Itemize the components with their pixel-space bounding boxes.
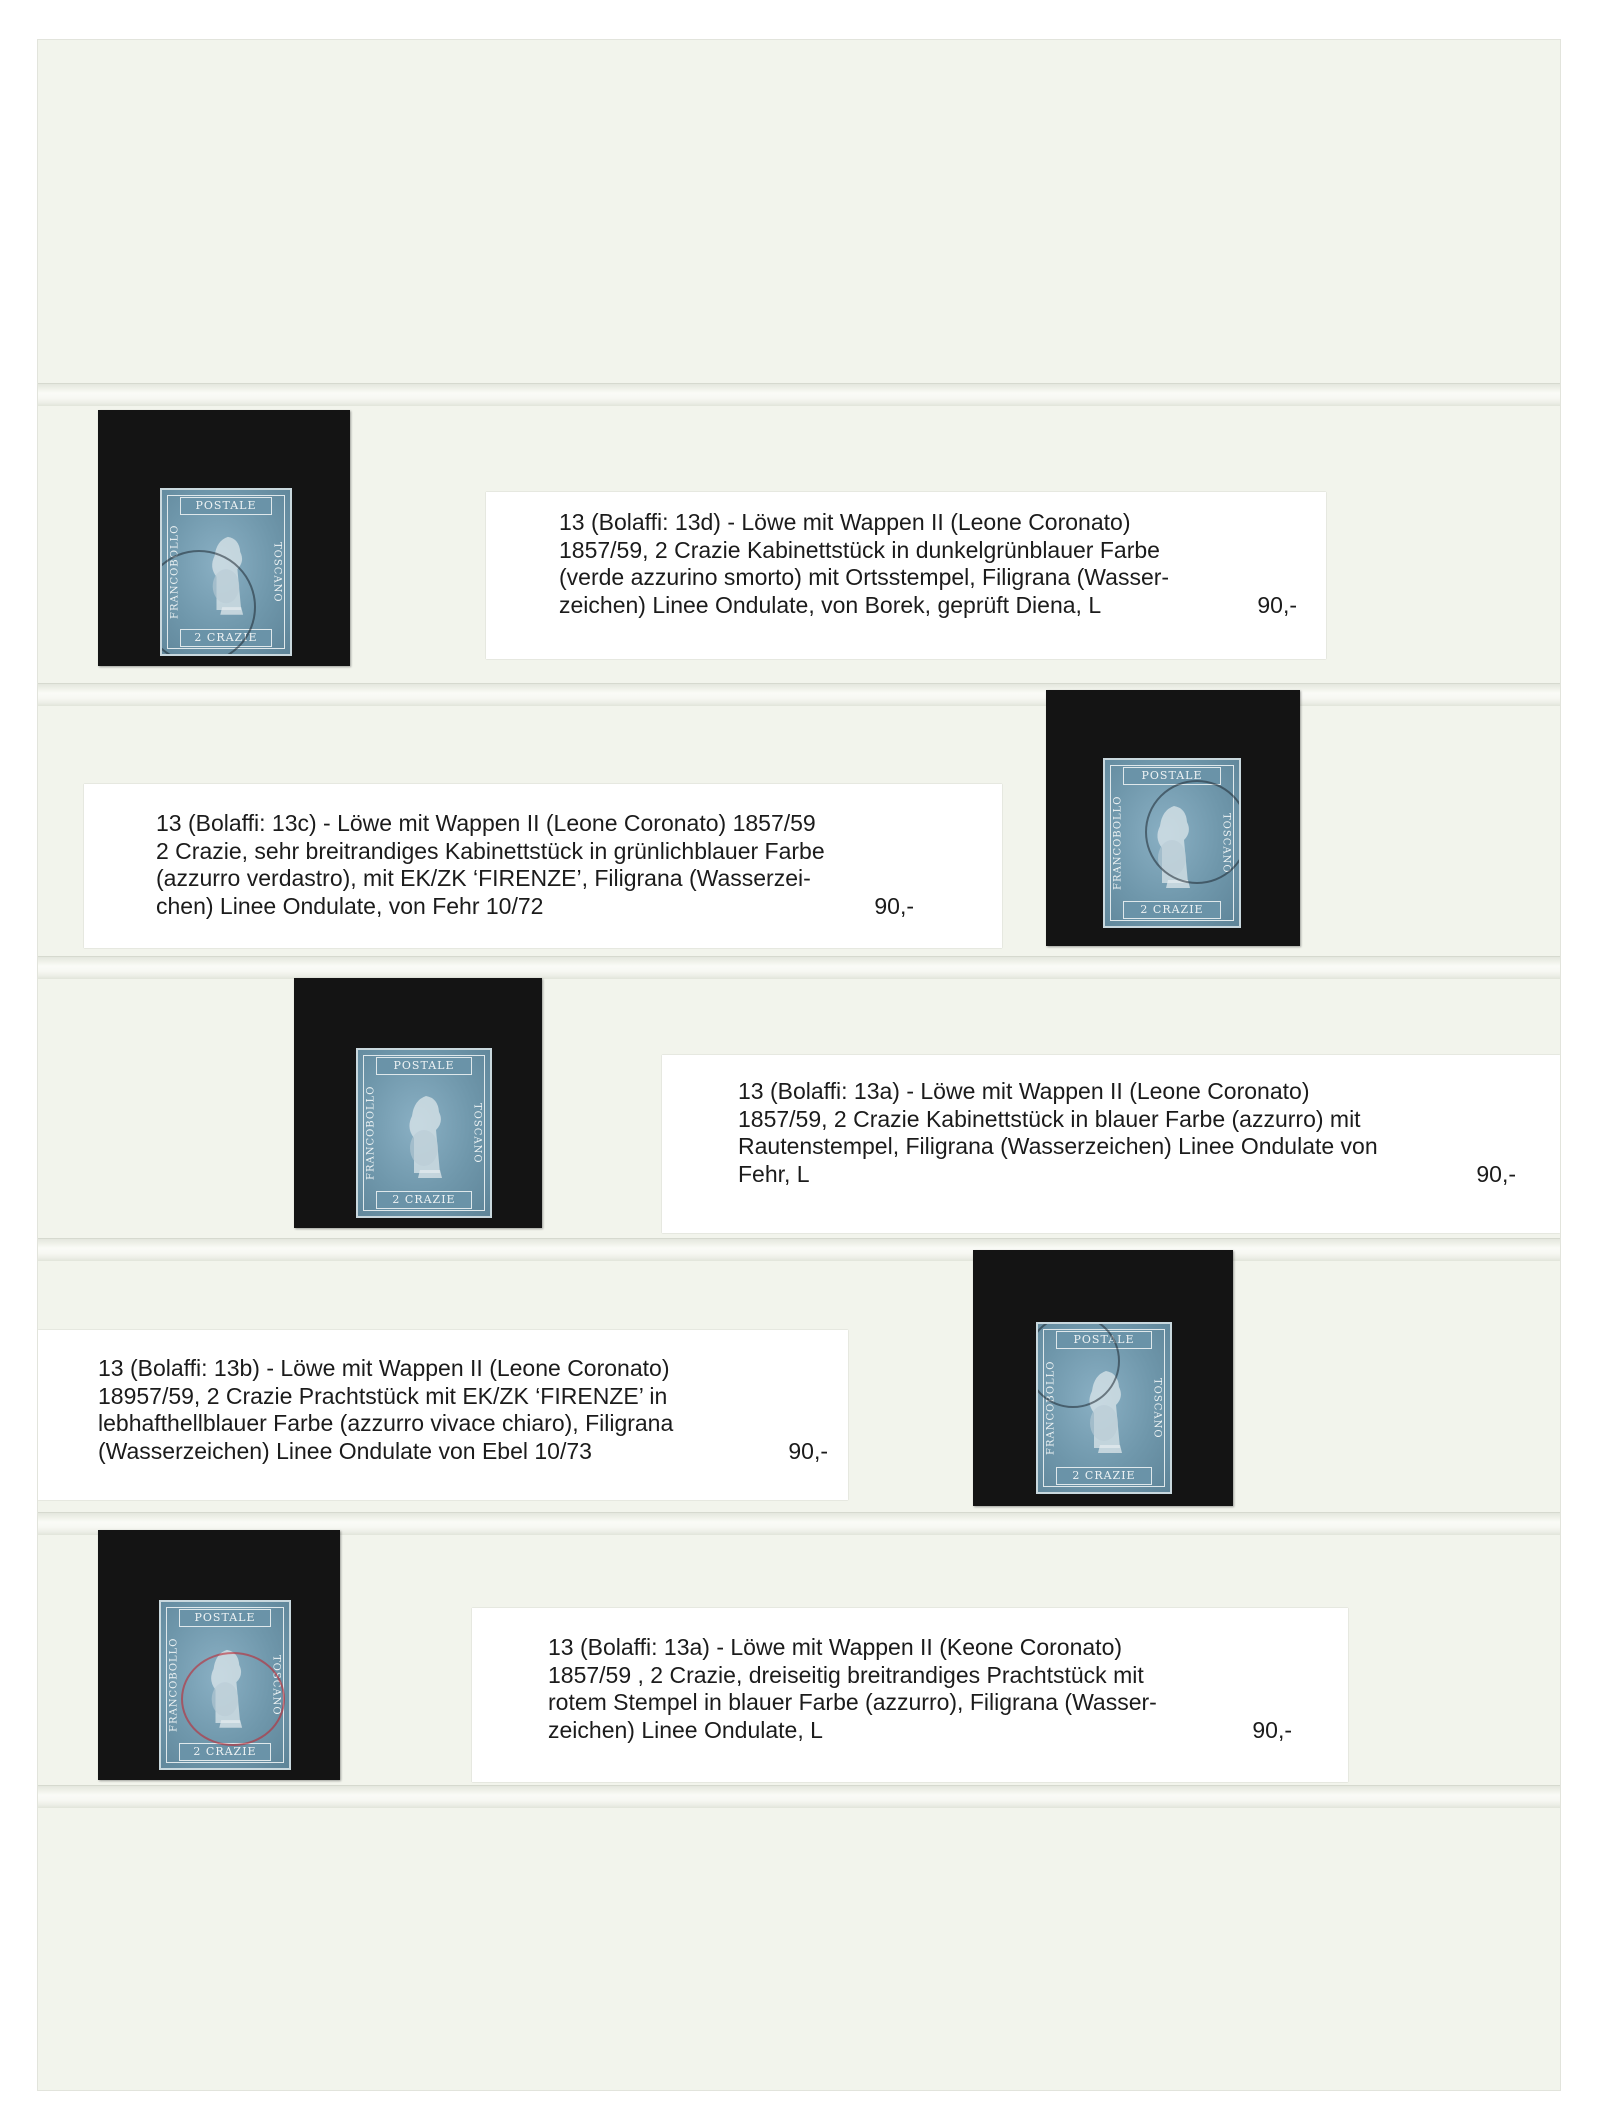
red-postmark (181, 1652, 285, 1746)
description-line: (verde azzurino smorto) mit Ortsstempel, Filigrana (Wasser- (559, 564, 1170, 590)
description-line: 13 (Bolaffi: 13c) - Löwe mit Wappen II (Leone Coronato) 1857/59 (156, 810, 816, 836)
description-line: zeichen) Linee Ondulate, L (548, 1716, 823, 1743)
stamp-left-label: FRANCOBOLLO (169, 524, 181, 620)
stamp-left-label: FRANCOBOLLO (1112, 795, 1124, 891)
price: 90,- (1476, 1160, 1516, 1187)
description-line: 1857/59 , 2 Crazie, dreiseitig breitrandiges Prachtstück mit (548, 1661, 1144, 1688)
stamp-top-label: POSTALE (1123, 767, 1221, 785)
mounting-strip (38, 1785, 1560, 1808)
price: 90,- (874, 892, 914, 919)
album-page (38, 40, 1560, 2090)
description-line: rotem Stempel in blauer Farbe (azzurro), Filigrana (Wasser- (548, 1689, 1157, 1715)
stamp-bottom-label: 2 CRAZIE (179, 1743, 271, 1761)
stamp-top-label: POSTALE (180, 497, 272, 515)
description-line: 13 (Bolaffi: 13b) - Löwe mit Wappen II (Leone Coronato) (98, 1355, 670, 1381)
description-line: 1857/59, 2 Crazie Kabinettstück in dunkelgrünblauer Farbe (559, 536, 1160, 563)
price: 90,- (1257, 591, 1297, 618)
description-line: 13 (Bolaffi: 13a) - Löwe mit Wappen II (Keone Coronato) (548, 1634, 1123, 1660)
stamp-top-label: POSTALE (376, 1057, 472, 1075)
stamp-description (738, 1078, 1522, 1188)
stamp-right-label: TOSCANO (1151, 1377, 1163, 1439)
stamp-left-label: FRANCOBOLLO (168, 1637, 180, 1733)
mounting-strip (38, 956, 1560, 979)
postmark (1145, 780, 1241, 884)
description-line: 13 (Bolaffi: 13a) - Löwe mit Wappen II (Leone Coronato) (738, 1078, 1310, 1104)
stamp-top-label: POSTALE (179, 1609, 271, 1627)
stamp-description (98, 1355, 828, 1465)
stamp-bottom-label: 2 CRAZIE (376, 1191, 472, 1209)
price: 90,- (1252, 1716, 1292, 1743)
stamp-description (559, 509, 1297, 619)
description-line: chen) Linee Ondulate, von Fehr 10/72 (156, 892, 544, 919)
description-line: 18957/59, 2 Crazie Prachtstück mit EK/ZK ‘FIRENZE’ in (98, 1382, 668, 1409)
mounting-strip (38, 383, 1560, 406)
stamp-bottom-label: 2 CRAZIE (180, 629, 272, 647)
price: 90,- (788, 1437, 828, 1464)
stamp-right-label: TOSCANO (471, 1102, 483, 1164)
stamp-bottom-label: 2 CRAZIE (1123, 901, 1221, 919)
description-line: zeichen) Linee Ondulate, von Borek, geprüft Diena, L (559, 591, 1102, 618)
description-line: Rautenstempel, Filigrana (Wasserzeichen) Linee Ondulate von (738, 1133, 1378, 1159)
mounting-strip (38, 683, 1560, 706)
stamp-2-crazie (1036, 1322, 1172, 1494)
description-line: (Wasserzeichen) Linee Ondulate von Ebel 10/73 (98, 1437, 592, 1464)
stamp-left-label: FRANCOBOLLO (1045, 1360, 1057, 1456)
stamp-right-label: TOSCANO (271, 541, 283, 603)
stamp-right-label: TOSCANO (270, 1654, 282, 1716)
lion-emblem-icon (384, 1078, 464, 1188)
stamp-bottom-label: 2 CRAZIE (1056, 1467, 1152, 1485)
stamp-2-crazie (356, 1048, 492, 1218)
stamp-description (548, 1634, 1292, 1744)
stamp-2-crazie (1103, 758, 1241, 928)
description-line: 13 (Bolaffi: 13d) - Löwe mit Wappen II (Leone Coronato) (559, 509, 1131, 535)
description-line: 2 Crazie, sehr breitrandiges Kabinettstück in grünlichblauer Farbe (156, 837, 825, 864)
stamp-top-label: POSTALE (1056, 1331, 1152, 1349)
stamp-left-label: FRANCOBOLLO (365, 1085, 377, 1181)
mounting-strip (38, 1238, 1560, 1261)
stamp-2-crazie (159, 1600, 291, 1770)
description-line: Fehr, L (738, 1160, 810, 1187)
description-line: lebhafthellblauer Farbe (azzurro vivace chiaro), Filigrana (98, 1410, 674, 1436)
stamp-right-label: TOSCANO (1220, 812, 1232, 874)
stamp-2-crazie (160, 488, 292, 656)
stamp-description (156, 810, 978, 920)
description-line: 1857/59, 2 Crazie Kabinettstück in blauer Farbe (azzurro) mit (738, 1105, 1361, 1132)
description-line: (azzurro verdastro), mit EK/ZK ‘FIRENZE’, Filigrana (Wasserzei- (156, 865, 811, 891)
